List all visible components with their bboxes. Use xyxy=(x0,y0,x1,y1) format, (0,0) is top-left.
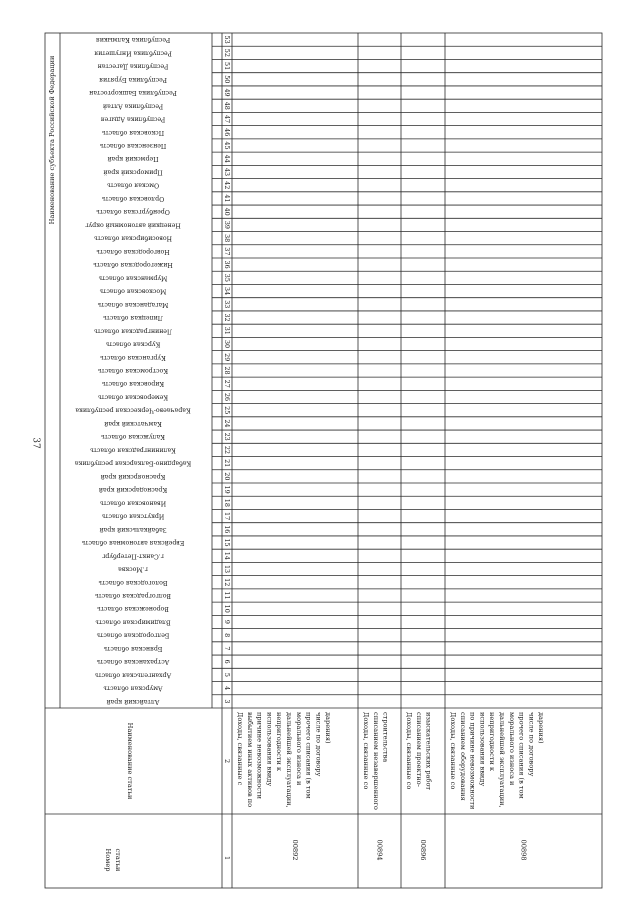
article-name-line: непригодности к xyxy=(488,712,497,772)
region-number: 34 xyxy=(223,287,231,296)
region-number: 48 xyxy=(223,101,231,110)
region-name: Кабардино-Балкарская республика xyxy=(74,459,192,467)
region-name: Республика Башкортостан xyxy=(89,89,177,97)
article-name-line: по причине невозможности xyxy=(468,712,477,810)
region-number: 18 xyxy=(223,498,231,507)
region-number: 36 xyxy=(223,260,231,269)
region-name: г.Санкт-Петербург xyxy=(102,552,164,560)
region-number: 37 xyxy=(223,247,231,256)
region-number: 16 xyxy=(223,525,231,534)
article-name-line: списанием незавершенного xyxy=(371,712,380,810)
region-number: 32 xyxy=(223,313,231,322)
region-number: 52 xyxy=(223,48,231,57)
table-texts xyxy=(48,36,545,873)
article-name-line: использования ввиду xyxy=(265,712,274,787)
region-number: 46 xyxy=(223,128,231,137)
article-name-line: Доходы, связанные со xyxy=(449,712,457,790)
region-name: Республика Бурятия xyxy=(99,75,167,83)
region-name: Кировская область xyxy=(101,380,165,388)
article-name-line: Доходы, связанные со xyxy=(362,712,370,790)
region-name: Еврейская автономная область xyxy=(81,539,185,547)
region-name: Курганская область xyxy=(100,353,166,361)
region-name: Республика Адыгея xyxy=(100,115,166,123)
article-number-header: статьи xyxy=(114,848,122,872)
region-number: 38 xyxy=(223,234,231,243)
region-name: Ненецкий автономный округ xyxy=(85,221,181,229)
article-name-line: морального износа и xyxy=(294,712,303,786)
article-name-line: непригодности к xyxy=(275,712,284,772)
region-number: 23 xyxy=(223,432,231,441)
region-number: 10 xyxy=(223,604,231,613)
article-name-header: Наименование статьи xyxy=(126,722,134,800)
region-name: г.Москва xyxy=(118,565,148,573)
article-name-line: выбытием иных активов по xyxy=(245,712,254,808)
region-number: 26 xyxy=(223,392,231,402)
region-number: 45 xyxy=(223,141,231,150)
region-number: 44 xyxy=(223,154,231,163)
region-name: Воронежская область xyxy=(97,605,169,613)
region-name: Республика Ингушетия xyxy=(94,49,172,57)
region-number: 40 xyxy=(223,207,231,216)
region-number: 43 xyxy=(223,167,231,177)
region-name: Красноярский край xyxy=(100,472,166,480)
region-name: Кемеровская область xyxy=(97,393,169,401)
region-name: Владимирская область xyxy=(95,618,171,626)
column-number-1: 1 xyxy=(223,855,231,861)
region-name: Новгородская область xyxy=(96,247,170,255)
region-number: 49 xyxy=(223,88,231,97)
region-number: 33 xyxy=(223,300,231,309)
region-number: 30 xyxy=(223,339,231,349)
region-number: 6 xyxy=(223,659,231,664)
region-number: 27 xyxy=(223,379,231,388)
region-number: 14 xyxy=(223,551,231,560)
region-name: Иркутская область xyxy=(101,512,165,520)
region-name: Калужская область xyxy=(101,433,165,441)
region-number: 41 xyxy=(223,194,231,203)
region-name: Алтайский край xyxy=(106,697,160,705)
region-name: Белгородская область xyxy=(96,631,170,639)
article-name-line: Доходы, связанные со xyxy=(405,712,413,790)
region-name: Ивановская область xyxy=(99,499,167,507)
article-code: 00892 xyxy=(291,839,299,861)
article-name-line: дальнейшей эксплуатации, xyxy=(285,712,293,808)
article-name-line: списанием оборудования xyxy=(458,712,467,801)
region-name: Амурская область xyxy=(103,684,163,692)
region-number: 13 xyxy=(223,564,231,574)
column-number-2: 2 xyxy=(223,758,231,764)
region-name: Орловская область xyxy=(101,194,165,202)
subjects-group-header: Наименование субъекта Российской Федерации xyxy=(48,55,56,225)
region-name: Новосибирская область xyxy=(94,234,172,242)
article-name-line: дарения) xyxy=(324,712,333,744)
article-name-line: причине невозможности xyxy=(255,712,264,799)
region-name: Краснодарский край xyxy=(98,486,168,494)
article-name-line: Доходы, связанные с xyxy=(236,712,244,786)
region-name: Московская область xyxy=(99,287,167,295)
article-name-line: строительства xyxy=(381,712,390,763)
region-number: 39 xyxy=(223,220,231,229)
region-name: Республика Алтай xyxy=(102,102,164,110)
region-name: Магаданская область xyxy=(97,300,169,308)
region-name: Пермский край xyxy=(107,155,159,163)
article-name-line: списанием проектно- xyxy=(414,712,423,787)
region-number: 12 xyxy=(223,578,231,587)
region-name: Забайкальский край xyxy=(99,525,167,533)
region-name: Нижегородская область xyxy=(93,261,173,269)
region-number: 42 xyxy=(223,181,231,190)
article-name-line: числе по договору xyxy=(527,712,536,777)
region-name: Брянская область xyxy=(103,644,163,652)
region-number: 53 xyxy=(223,35,231,44)
region-name: Архангельская область xyxy=(94,671,172,679)
region-number: 21 xyxy=(223,459,231,468)
region-name: Костромская область xyxy=(97,367,169,374)
region-name: Омская область xyxy=(106,181,160,189)
region-name: Мурманская область xyxy=(98,274,168,282)
page-number: 37 xyxy=(30,437,41,449)
region-number: 31 xyxy=(223,326,231,335)
region-name: Псковская область xyxy=(101,128,165,136)
article-name-line: дарения) xyxy=(537,712,546,744)
article-name-line: морального износа и xyxy=(507,712,516,786)
region-name: Липецкая область xyxy=(103,314,163,322)
region-name: Приморский край xyxy=(103,168,163,176)
region-name: Калининградская область xyxy=(90,446,176,454)
region-name: Пензенская область xyxy=(99,142,167,149)
region-name: Курская область xyxy=(105,340,161,348)
region-number: 47 xyxy=(223,114,231,124)
region-number: 17 xyxy=(223,512,231,521)
region-number: 3 xyxy=(223,699,231,704)
article-code: 00894 xyxy=(375,839,384,861)
article-name-line: использования ввиду xyxy=(478,712,487,787)
region-number: 8 xyxy=(223,633,231,638)
region-name: Камчатский край xyxy=(104,419,162,427)
region-number: 51 xyxy=(223,62,231,71)
region-number: 25 xyxy=(223,406,231,415)
article-name-line: числе по договору xyxy=(314,712,323,777)
region-name: Астраханская область xyxy=(96,658,170,666)
region-name: Оренбургская область xyxy=(96,208,170,216)
region-number: 50 xyxy=(223,75,231,84)
article-code: 00898 xyxy=(519,839,528,861)
region-number: 5 xyxy=(223,672,231,677)
article-name-line: дальнейшей эксплуатации, xyxy=(498,712,506,808)
region-number: 9 xyxy=(223,619,231,625)
article-code: 00896 xyxy=(419,839,427,861)
article-name-line: прочего списания (в том xyxy=(517,712,526,799)
region-name: Карачаево-Черкесская республика xyxy=(75,406,191,414)
region-name: Республика Дагестан xyxy=(97,62,169,70)
region-number: 35 xyxy=(223,273,231,282)
region-name: Республика Калмыкия xyxy=(95,36,171,44)
region-name: Ленинградская область xyxy=(93,327,173,335)
region-number: 24 xyxy=(223,419,231,428)
region-number: 11 xyxy=(223,591,231,600)
region-number: 19 xyxy=(223,485,231,494)
region-number: 7 xyxy=(223,646,231,651)
region-number: 20 xyxy=(223,472,231,481)
region-name: Волгоградская область xyxy=(94,592,172,599)
article-name-line: изыскательских работ xyxy=(424,712,433,791)
region-number: 28 xyxy=(223,366,231,375)
region-number: 22 xyxy=(223,445,231,454)
region-number: 15 xyxy=(223,538,231,547)
region-number: 4 xyxy=(223,686,231,691)
region-number: 29 xyxy=(223,353,231,362)
article-number-header: Номер xyxy=(104,848,112,872)
region-name: Вологодская область xyxy=(98,578,168,586)
article-name-line: прочего списания (в том xyxy=(304,712,313,799)
